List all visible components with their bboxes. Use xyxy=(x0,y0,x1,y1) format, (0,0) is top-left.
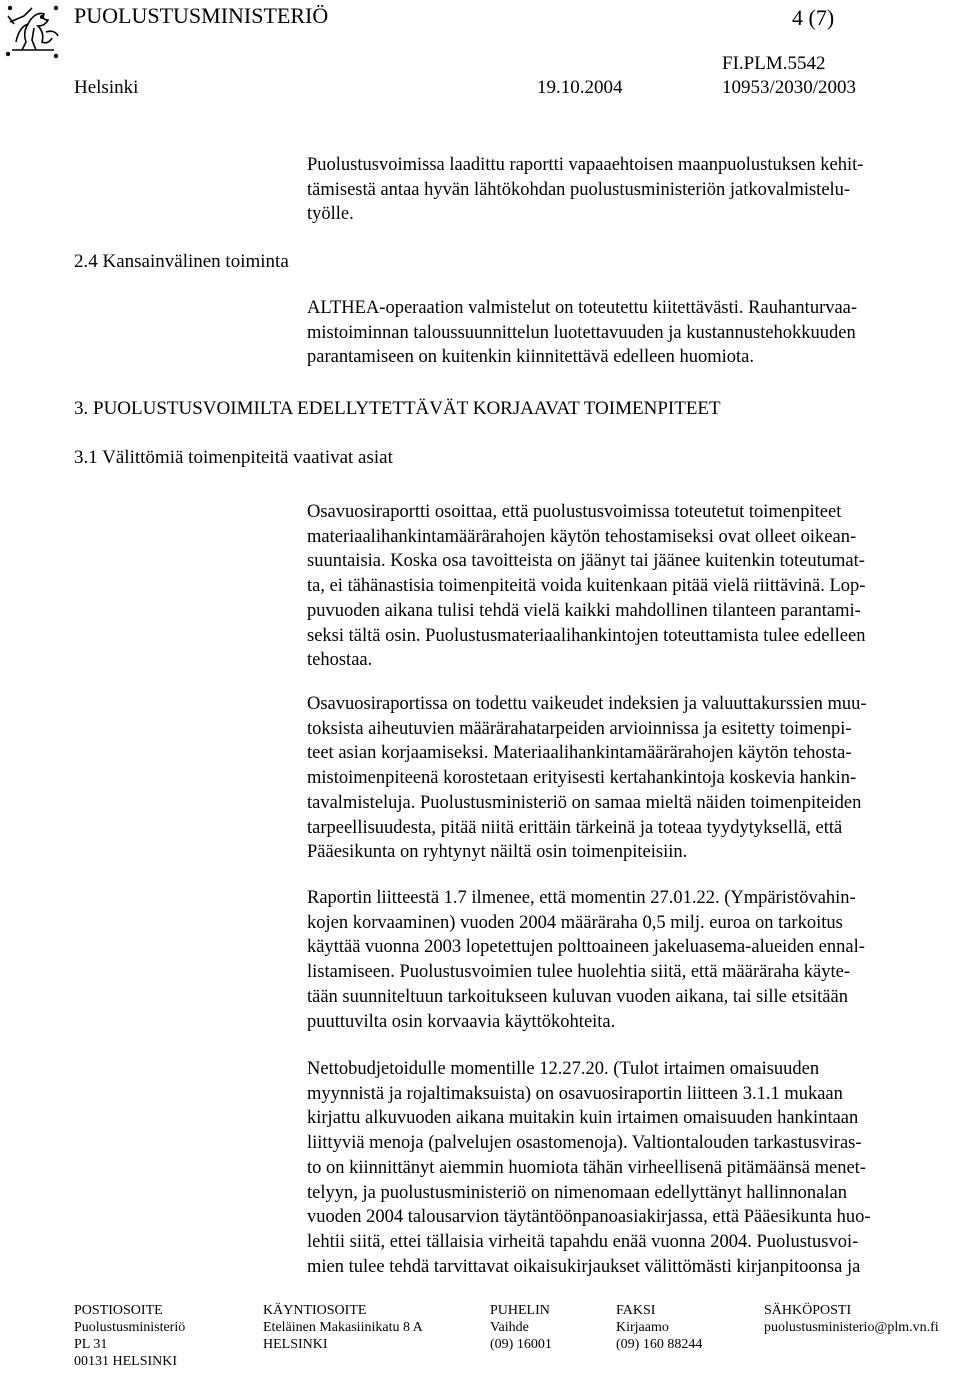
text-line: liittyviä menoja (palvelujen osastomenoja). Valtiontalouden tarkastusviras- xyxy=(307,1133,862,1154)
text-line: ta, ei tähänastisia toimenpiteitä voida kuitenkaan pitää vielä riittävinä. Lop- xyxy=(307,576,866,597)
text-line: seksi tältä osin. Puolustusmateriaalihankintojen toteuttamista tulee edelleen xyxy=(307,625,866,646)
text-line: materiaalihankintamäärärahojen käytön tehostamiseksi ovat olleet oikean- xyxy=(307,526,857,547)
text-line: tehostaa. xyxy=(307,650,373,671)
text-line: kirjattu alkuvuoden aikana muitakin kuin irtaimen omaisuuden hankintaan xyxy=(307,1108,859,1129)
text-line: Pääesikunta on ryhtynyt näiltä osin toimenpiteisiin. xyxy=(307,842,688,863)
text-line: myynnistä ja rojaltimaksuista) on osavuosiraportin liitteen 3.1.1 mukaan xyxy=(307,1083,843,1104)
footer-line: Kirjaamo xyxy=(616,1320,669,1335)
section-2-4-paragraph xyxy=(307,296,957,370)
page-number: 4 (7) xyxy=(792,5,835,30)
text-line: mistoiminnan taloussuunnittelun luotettavuuden ja kustannustehokkuuden xyxy=(307,322,856,343)
document-code: FI.PLM.5542 xyxy=(722,53,826,74)
paragraph-1 xyxy=(307,500,957,673)
text-line: puvuoden aikana tulisi tehdä vielä kaikki mahdollinen tilanteen parantami- xyxy=(307,600,861,621)
paragraph-3 xyxy=(307,886,957,1034)
text-line: parantamiseen on kuitenkin kiinnitettävä edelleen huomiota. xyxy=(307,347,754,368)
text-line: telyyn, ja puolustusministeriö on nimenomaan edellyttänyt hallinnonalan xyxy=(307,1182,847,1203)
email-link[interactable]: puolustusministerio@plm.vn.fi xyxy=(764,1320,939,1335)
footer-line: PL 31 xyxy=(74,1337,108,1352)
section-heading-3: 3. PUOLUSTUSVOIMILTA EDELLYTETTÄVÄT KORJAAVAT TOIMENPITEET xyxy=(74,398,721,419)
footer-line: Eteläinen Makasiinikatu 8 A xyxy=(263,1320,423,1335)
text-line: Puolustusvoimissa laadittu raportti vapaaehtoisen maanpuolustuksen kehit- xyxy=(307,155,864,175)
footer-fax xyxy=(616,1302,702,1353)
footer-line: 00131 HELSINKI xyxy=(74,1354,178,1369)
header-date: 19.10.2004 xyxy=(537,77,623,98)
footer-postal-address xyxy=(74,1302,185,1370)
section-heading-2-4: 2.4 Kansainvälinen toiminta xyxy=(74,251,289,272)
text-line: toksista aiheutuvien määrärahatarpeiden arvioinnissa ja esitetty toimenpi- xyxy=(307,718,852,739)
footer-label: KÄYNTIOSOITE xyxy=(263,1303,367,1318)
text-line: suuntaisia. Koska osa tavoitteista on jäänyt tai jäänee kuitenkin toteutumat- xyxy=(307,551,865,572)
text-line: käyttää vuonna 2003 lopetettujen polttoaineen jakeluasema-alueiden ennal- xyxy=(307,937,865,958)
footer-label: PUHELIN xyxy=(490,1303,550,1318)
footer-email xyxy=(764,1302,939,1336)
footer-label: SÄHKÖPOSTI xyxy=(764,1303,852,1318)
footer-label: FAKSI xyxy=(616,1303,656,1318)
paragraph-2 xyxy=(307,692,957,865)
footer-line: Vaihde xyxy=(490,1320,529,1335)
footer-line: (09) 16001 xyxy=(490,1337,552,1352)
text-line: tään suunniteltuun tarkoitukseen kuluvan vuoden aikana, tai sille etsitään xyxy=(307,986,848,1007)
intro-paragraph xyxy=(307,153,957,227)
text-line: ALTHEA-operaation valmistelut on toteutettu kiitettävästi. Rauhanturvaa- xyxy=(307,298,858,318)
text-line: Raportin liitteestä 1.7 ilmenee, että momentin 27.01.22. (Ympäristövahin- xyxy=(307,888,856,908)
footer-phone xyxy=(490,1302,552,1353)
ministry-lion-logo xyxy=(2,2,64,60)
text-line: teet asian korjaamiseksi. Materiaalihankintamäärärahojen käytön tehosta- xyxy=(307,743,852,764)
footer-label: POSTIOSOITE xyxy=(74,1303,163,1318)
text-line: tavalmisteluja. Puolustusministeriö on samaa mieltä näiden toimenpiteiden xyxy=(307,792,862,813)
reference-number: 10953/2030/2003 xyxy=(722,77,857,98)
text-line: tämisestä antaa hyvän lähtökohdan puolustusministeriön jatkovalmistelu- xyxy=(307,179,851,200)
paragraph-4 xyxy=(307,1057,957,1279)
footer-line: (09) 160 88244 xyxy=(616,1337,703,1352)
text-line: Osavuosiraportti osoittaa, että puolustusvoimissa toteutetut toimenpiteet xyxy=(307,502,842,522)
text-line: tarpeellisuudesta, pitää niitä erittäin tärkeinä ja toteaa tyydytyksellä, että xyxy=(307,817,843,838)
text-line: Nettobudjetoidulle momentille 12.27.20. (Tulot irtaimen omaisuuden xyxy=(307,1059,820,1079)
footer-visiting-address xyxy=(263,1302,423,1353)
text-line: mien tulee tehdä tarvittavat oikaisukirjaukset välittömästi kirjanpitoonsa ja xyxy=(307,1256,861,1277)
text-line: to on kiinnittänyt aiemmin huomiota tähän virheellisenä pitämäänsä menet- xyxy=(307,1157,866,1178)
text-line: kojen korvaaminen) vuoden 2004 määräraha 0,5 milj. euroa on tarkoitus xyxy=(307,912,843,933)
text-line: mistoimenpiteenä korostetaan erityisesti kertahankintoja koskevia hankin- xyxy=(307,768,857,789)
text-line: Osavuosiraportissa on todettu vaikeudet indeksien ja valuuttakurssien muu- xyxy=(307,694,867,714)
footer-line: HELSINKI xyxy=(263,1337,328,1352)
ministry-name: PUOLUSTUSMINISTERIÖ xyxy=(74,3,329,28)
text-line: puuttuvilta osin korvaavia käyttökohteita. xyxy=(307,1011,616,1032)
text-line: vuoden 2004 talousarvion täytäntöönpanoasiakirjassa, että Pääesikunta huo- xyxy=(307,1207,871,1228)
footer-line: Puolustusministeriö xyxy=(74,1320,186,1335)
section-heading-3-1: 3.1 Välittömiä toimenpiteitä vaativat asiat xyxy=(74,447,393,468)
text-line: listamiseen. Puolustusvoimien tulee huolehtia siitä, että määräraha käyte- xyxy=(307,962,851,983)
text-line: lehtii siitä, ettei tällaisia virheitä tapahdu enää vuonna 2004. Puolustusvoi- xyxy=(307,1231,859,1252)
text-line: työlle. xyxy=(307,204,354,225)
header-city: Helsinki xyxy=(74,77,139,98)
